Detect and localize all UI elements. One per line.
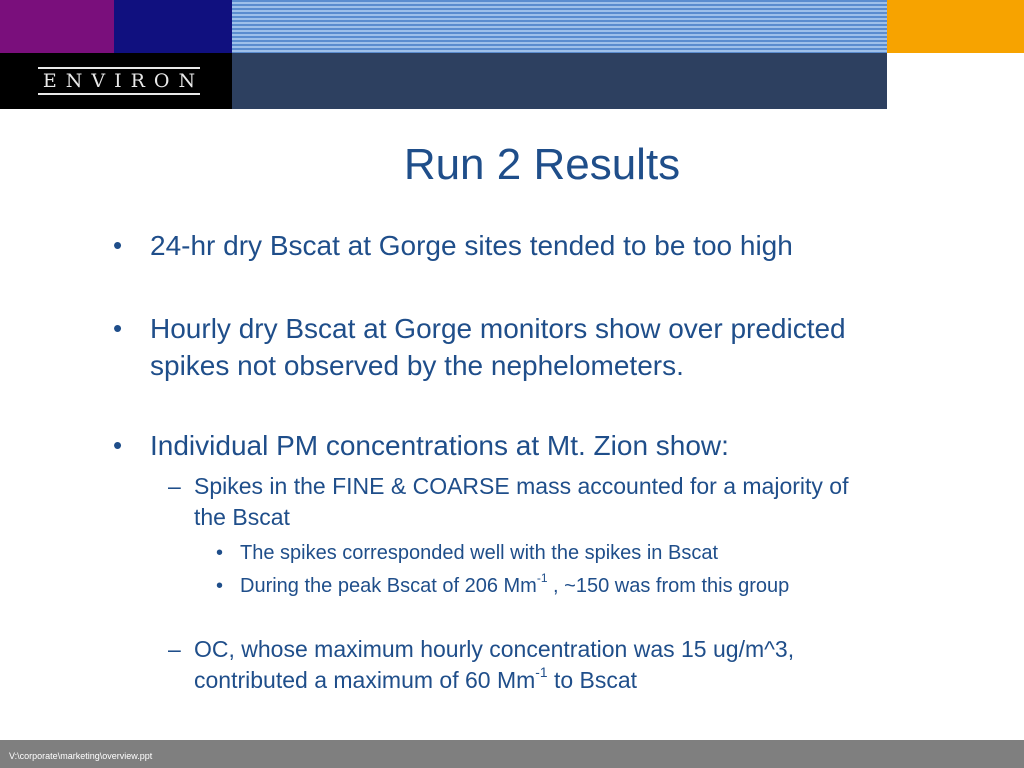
sub-bullet-item bbox=[194, 634, 884, 696]
sub-sub-bullet-marker: • bbox=[216, 542, 224, 564]
bullet-marker: • bbox=[113, 230, 123, 260]
sub-bullet-marker: – bbox=[168, 473, 181, 499]
superscript: -1 bbox=[536, 571, 548, 586]
environ-logo: ENVIRON bbox=[38, 67, 200, 95]
sub-sub-bullet-text: , ~150 was from this group bbox=[547, 575, 790, 597]
bullet-item: Hourly dry Bscat at Gorge monitors show over predicted spikes not observed by the nephelometers. bbox=[150, 313, 846, 381]
sub-bullet-marker: – bbox=[168, 636, 181, 662]
header-orange-block bbox=[887, 0, 1024, 53]
header-striped-band bbox=[232, 0, 887, 53]
sub-bullet-text: OC, whose maximum hourly concentration was 15 ug/m^3, contributed a maximum of 60 Mm bbox=[194, 636, 795, 693]
sub-sub-bullet-marker: • bbox=[216, 575, 224, 597]
header-slate-band bbox=[232, 53, 887, 109]
footer-file-path: V:\corporate\marketing\overview.ppt bbox=[9, 751, 153, 761]
sub-bullet-text: to Bscat bbox=[547, 667, 638, 693]
bullet-item: Individual PM concentrations at Mt. Zion show: bbox=[150, 430, 729, 461]
sub-sub-bullet-item: The spikes corresponded well with the spikes in Bscat bbox=[240, 542, 719, 564]
slide-title: Run 2 Results bbox=[403, 140, 681, 189]
header-purple-block bbox=[0, 0, 114, 53]
footer-bar bbox=[0, 740, 1024, 768]
sub-sub-bullet-item bbox=[240, 572, 880, 600]
bullet-marker: • bbox=[113, 430, 123, 460]
header-navy-block bbox=[114, 0, 232, 53]
sub-bullet-item: Spikes in the FINE & COARSE mass accounted for a majority of the Bscat bbox=[194, 473, 849, 530]
bullet-item: 24-hr dry Bscat at Gorge sites tended to be too high bbox=[150, 230, 793, 261]
bullet-marker: • bbox=[113, 313, 123, 343]
superscript: -1 bbox=[535, 665, 548, 681]
sub-sub-bullet-text: During the peak Bscat of 206 Mm bbox=[240, 575, 537, 597]
